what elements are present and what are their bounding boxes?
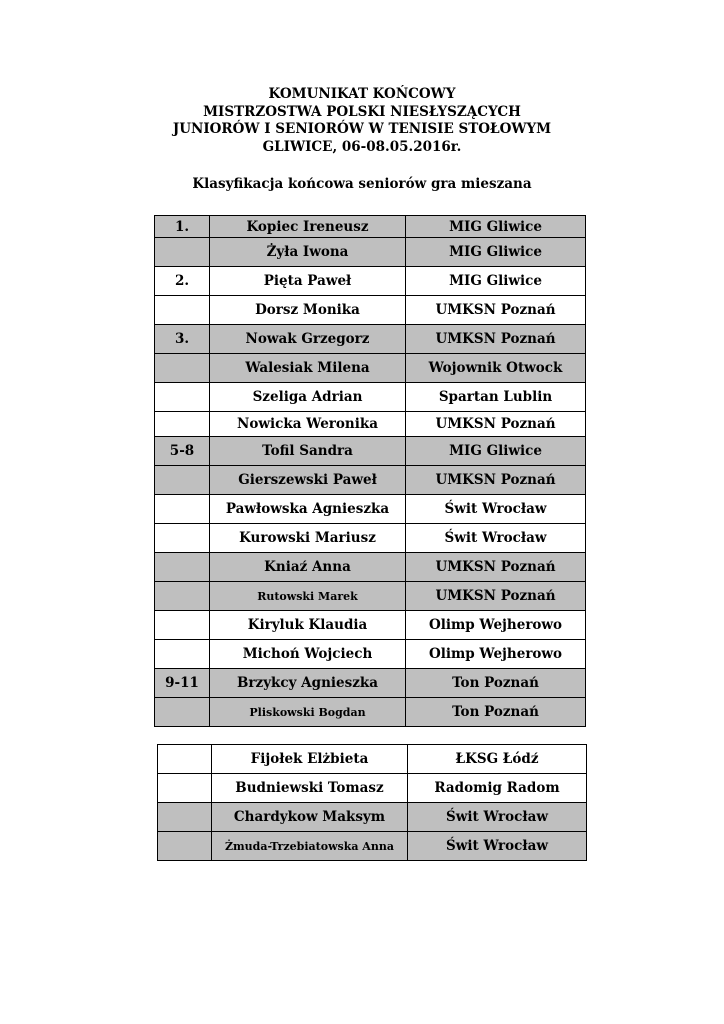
classification-title: Klasyfikacja końcowa seniorów gra mieszana bbox=[192, 176, 532, 192]
club-cell bbox=[406, 495, 586, 524]
place-cell bbox=[155, 582, 210, 611]
player-name-cell bbox=[210, 582, 406, 611]
club-cell bbox=[406, 354, 586, 383]
place-text: 5-8 bbox=[169, 443, 195, 459]
club-cell bbox=[406, 698, 586, 727]
club-cell bbox=[406, 553, 586, 582]
player-name-text: Rutowski Marek bbox=[257, 590, 358, 603]
player-name-text: Chardykow Maksym bbox=[233, 809, 386, 825]
player-name-cell bbox=[210, 354, 406, 383]
player-name-cell bbox=[210, 669, 406, 698]
club-cell bbox=[408, 745, 587, 774]
player-name-text: Walesiak Milena bbox=[245, 360, 370, 376]
club-text: Świt Wrocław bbox=[444, 501, 547, 517]
player-name-cell bbox=[210, 611, 406, 640]
header-place-date: GLIWICE, 06-08.05.2016r. bbox=[262, 138, 462, 155]
club-text: Olimp Wejherowo bbox=[428, 617, 563, 633]
place-cell bbox=[158, 745, 212, 774]
club-text: MIG Gliwice bbox=[449, 443, 542, 459]
club-cell bbox=[406, 325, 586, 354]
club-cell bbox=[406, 669, 586, 698]
player-name-cell bbox=[210, 383, 406, 412]
table-row bbox=[155, 698, 586, 727]
table-row bbox=[155, 325, 586, 354]
table-row bbox=[155, 640, 586, 669]
player-name-cell bbox=[210, 466, 406, 495]
player-name-text: Brzykcy Agnieszka bbox=[237, 675, 378, 691]
player-name-cell bbox=[210, 238, 406, 267]
place-cell bbox=[155, 495, 210, 524]
club-text: Radomig Radom bbox=[434, 780, 560, 796]
player-name-text: Pliskowski Bogdan bbox=[249, 706, 366, 719]
player-name-text: Michoń Wojciech bbox=[242, 646, 373, 662]
club-text: MIG Gliwice bbox=[449, 218, 542, 235]
club-cell bbox=[406, 640, 586, 669]
place-cell bbox=[158, 832, 212, 861]
player-name-cell bbox=[210, 495, 406, 524]
club-text: Ton Poznań bbox=[452, 704, 539, 720]
player-name-text: Pięta Paweł bbox=[263, 273, 352, 289]
results-table-main bbox=[154, 215, 586, 727]
table-row bbox=[158, 832, 587, 861]
header-championship: MISTRZOSTWA POLSKI NIESŁYSZĄCYCH bbox=[203, 103, 521, 120]
club-cell bbox=[406, 383, 586, 412]
table-row bbox=[155, 669, 586, 698]
club-text: UMKSN Poznań bbox=[435, 331, 556, 347]
club-text: Świt Wrocław bbox=[446, 809, 548, 825]
header-title: KOMUNIKAT KOŃCOWY bbox=[268, 86, 456, 102]
place-cell bbox=[155, 267, 210, 296]
club-cell bbox=[406, 524, 586, 553]
table-row bbox=[155, 412, 586, 437]
club-text: MIG Gliwice bbox=[449, 244, 542, 260]
table-row bbox=[158, 803, 587, 832]
place-cell bbox=[155, 553, 210, 582]
place-cell bbox=[155, 640, 210, 669]
table-row bbox=[155, 553, 586, 582]
header-category: JUNIORÓW I SENIORÓW W TENISIE STOŁOWYM bbox=[172, 121, 552, 137]
club-text: Wojownik Otwock bbox=[428, 360, 563, 376]
club-cell bbox=[408, 774, 587, 803]
table-row bbox=[155, 611, 586, 640]
table-row bbox=[158, 745, 587, 774]
table-row bbox=[155, 437, 586, 466]
table-row bbox=[155, 216, 586, 238]
place-cell bbox=[155, 437, 210, 466]
place-text: 2. bbox=[174, 273, 190, 289]
club-cell bbox=[406, 412, 586, 437]
place-cell bbox=[155, 216, 210, 238]
club-text: UMKSN Poznań bbox=[435, 416, 556, 432]
table-row bbox=[155, 466, 586, 495]
player-name-cell bbox=[210, 216, 406, 238]
club-cell bbox=[406, 296, 586, 325]
table-row bbox=[158, 774, 587, 803]
player-name-cell bbox=[210, 698, 406, 727]
place-cell bbox=[158, 803, 212, 832]
club-cell bbox=[406, 582, 586, 611]
player-name-cell bbox=[210, 437, 406, 466]
table-row bbox=[155, 582, 586, 611]
player-name-text: Kurowski Mariusz bbox=[239, 530, 376, 546]
player-name-text: Żyła Iwona bbox=[266, 244, 349, 260]
results-table-continued bbox=[157, 744, 587, 861]
place-cell bbox=[155, 383, 210, 412]
place-cell bbox=[155, 238, 210, 267]
club-text: ŁKSG Łódź bbox=[455, 751, 539, 767]
place-text: 1. bbox=[174, 218, 190, 235]
club-text: Świt Wrocław bbox=[444, 530, 547, 546]
club-cell bbox=[406, 267, 586, 296]
player-name-cell bbox=[212, 774, 408, 803]
club-text: Olimp Wejherowo bbox=[428, 646, 563, 662]
place-cell bbox=[155, 412, 210, 437]
place-cell bbox=[155, 466, 210, 495]
place-cell bbox=[155, 698, 210, 727]
player-name-cell bbox=[212, 803, 408, 832]
player-name-text: Kniaź Anna bbox=[264, 559, 351, 575]
player-name-cell bbox=[210, 412, 406, 437]
club-cell bbox=[406, 216, 586, 238]
club-text: Ton Poznań bbox=[452, 675, 539, 691]
place-cell bbox=[158, 774, 212, 803]
table-row bbox=[155, 495, 586, 524]
player-name-text: Dorsz Monika bbox=[255, 302, 360, 318]
player-name-text: Fijołek Elżbieta bbox=[250, 751, 369, 767]
player-name-text: Żmuda-Trzebiatowska Anna bbox=[225, 840, 394, 853]
player-name-cell bbox=[210, 553, 406, 582]
place-cell bbox=[155, 354, 210, 383]
player-name-text: Kiryluk Klaudia bbox=[247, 617, 368, 633]
place-cell bbox=[155, 669, 210, 698]
club-text: Spartan Lublin bbox=[438, 389, 553, 405]
place-cell bbox=[155, 524, 210, 553]
player-name-text: Pawłowska Agnieszka bbox=[225, 501, 390, 517]
place-cell bbox=[155, 296, 210, 325]
club-text: MIG Gliwice bbox=[449, 273, 542, 289]
table-row bbox=[155, 383, 586, 412]
club-cell bbox=[406, 466, 586, 495]
place-cell bbox=[155, 611, 210, 640]
player-name-text: Gierszewski Paweł bbox=[238, 472, 377, 488]
player-name-text: Kopiec Ireneusz bbox=[246, 218, 369, 235]
player-name-cell bbox=[210, 267, 406, 296]
player-name-text: Budniewski Tomasz bbox=[235, 780, 384, 796]
player-name-cell bbox=[212, 745, 408, 774]
club-cell bbox=[406, 611, 586, 640]
player-name-text: Szeliga Adrian bbox=[252, 389, 363, 405]
table-row bbox=[155, 524, 586, 553]
table-row bbox=[155, 354, 586, 383]
player-name-cell bbox=[210, 524, 406, 553]
place-text: 9-11 bbox=[165, 675, 199, 691]
club-cell bbox=[408, 803, 587, 832]
club-cell bbox=[406, 238, 586, 267]
place-text: 3. bbox=[174, 331, 190, 347]
player-name-cell bbox=[212, 832, 408, 861]
club-text: UMKSN Poznań bbox=[435, 302, 556, 318]
player-name-text: Nowak Grzegorz bbox=[245, 331, 370, 347]
club-text: UMKSN Poznań bbox=[435, 588, 556, 604]
club-text: Świt Wrocław bbox=[446, 838, 548, 854]
table-row bbox=[155, 267, 586, 296]
player-name-cell bbox=[210, 296, 406, 325]
player-name-cell bbox=[210, 325, 406, 354]
table-row bbox=[155, 296, 586, 325]
player-name-text: Tofil Sandra bbox=[262, 443, 353, 459]
club-text: UMKSN Poznań bbox=[435, 559, 556, 575]
player-name-cell bbox=[210, 640, 406, 669]
club-cell bbox=[406, 437, 586, 466]
club-text: UMKSN Poznań bbox=[435, 472, 556, 488]
place-cell bbox=[155, 325, 210, 354]
club-cell bbox=[408, 832, 587, 861]
document-header bbox=[0, 86, 724, 156]
table-row bbox=[155, 238, 586, 267]
player-name-text: Nowicka Weronika bbox=[237, 416, 378, 432]
